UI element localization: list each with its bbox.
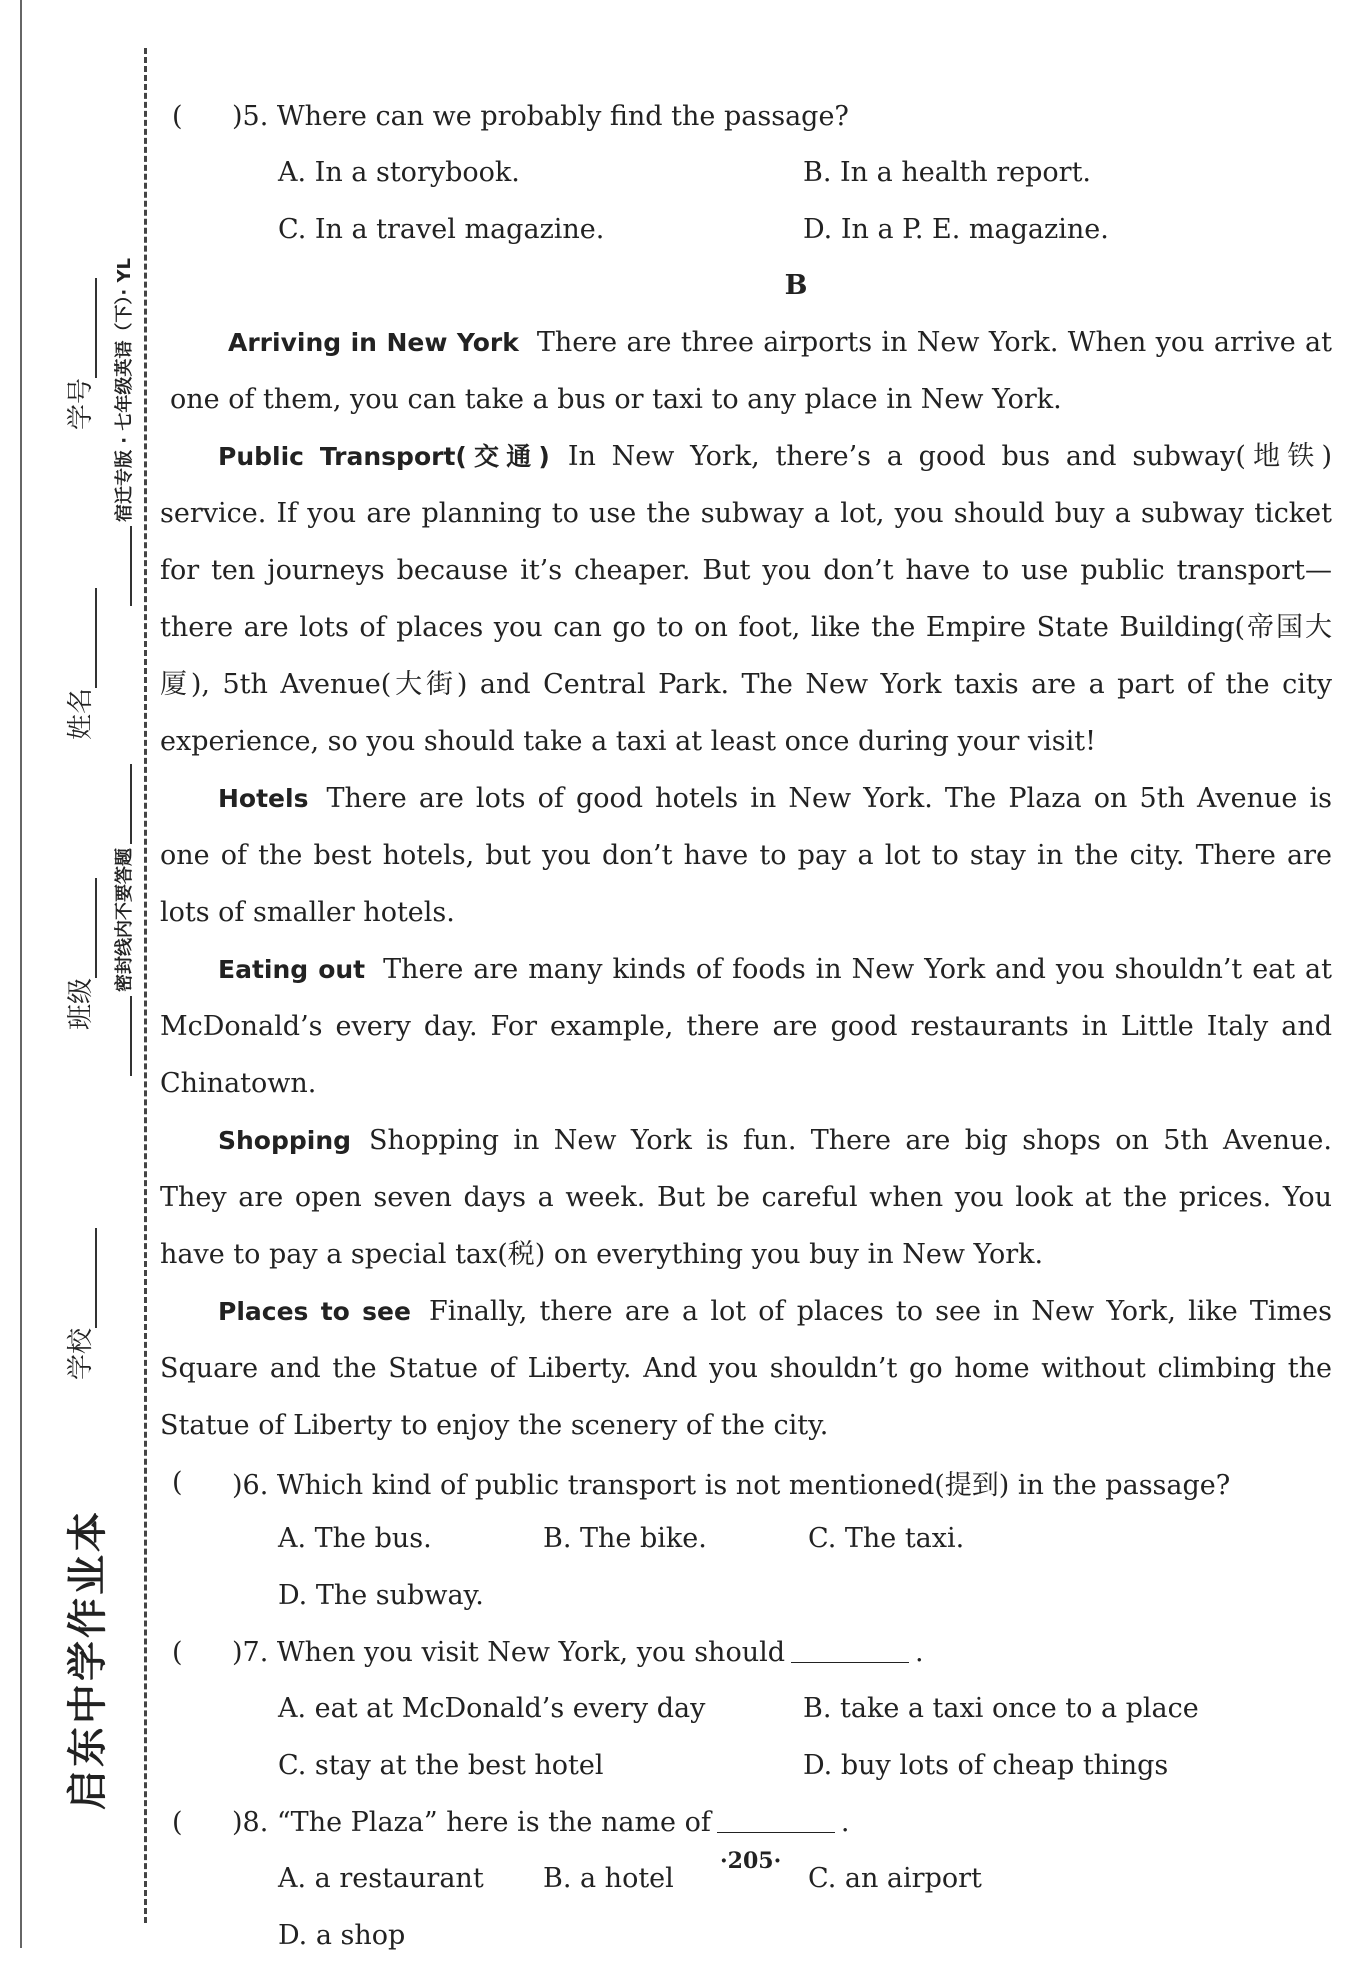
paragraph-places xyxy=(160,1283,1332,1454)
edition-note: 宿迁专版 · 七年级英语（下）· YL xyxy=(110,258,136,610)
option-c: C. stay at the best hotel xyxy=(278,1750,604,1781)
paragraph-text: There are three airports in New York. When you arrive at one of them, you can take a bus or taxi to any place in New York. xyxy=(170,327,1333,415)
number-label: 学号 xyxy=(66,377,96,430)
page-content xyxy=(160,88,1332,1964)
section-title: B xyxy=(784,270,808,301)
answer-paren[interactable]: ( xyxy=(172,1636,183,1668)
question-stem: )6. Which kind of public transport is not mentioned(提到) in the passage? xyxy=(232,1469,1231,1501)
option-b: B. take a taxi once to a place xyxy=(803,1693,1199,1724)
question-stem-end: . xyxy=(840,1806,850,1838)
answer-paren[interactable]: ( xyxy=(172,1806,183,1838)
option-b: B. In a health report. xyxy=(803,157,1092,188)
class-field xyxy=(60,878,97,1030)
question-7-options xyxy=(278,1680,1332,1794)
option-d: D. The subway. xyxy=(278,1580,484,1611)
page-edge xyxy=(20,0,22,1948)
option-b: B. a hotel xyxy=(543,1863,674,1894)
paragraph-text: There are many kinds of foods in New York and you shouldn’t eat at McDonald’s every day. For example, there are good restaurants in Little Italy and Chinatown. xyxy=(160,954,1332,1099)
question-stem: )7. When you visit New York, you should xyxy=(232,1636,786,1668)
fill-blank[interactable] xyxy=(791,1642,909,1663)
seal-dashed-line xyxy=(144,48,147,1923)
option-a: A. The bus. xyxy=(278,1523,432,1554)
option-b: B. The bike. xyxy=(543,1523,707,1554)
school-field xyxy=(60,1228,97,1380)
option-d: D. a shop xyxy=(278,1920,406,1951)
paragraph-transport xyxy=(160,428,1332,770)
paragraph-heading: Public Transport(交通) xyxy=(218,442,550,471)
paragraph-text: In New York, there’s a good bus and subway(地铁) service. If you are planning to use the subway a lot, you should buy a subway ticket for ten journeys because it’s cheaper. But you don’t have to use public transport—there are lots of places you can go to on foot, like the Empire State Building(帝国大厦), 5th Avenue(大街) and Central Park. The New York taxis are a part of the city experience, so you should take a taxi at least once during your visit! xyxy=(160,441,1332,757)
paragraph-hotels xyxy=(160,770,1332,941)
paragraph-heading: Places to see xyxy=(218,1297,411,1326)
page-number: ·205· xyxy=(720,1848,782,1874)
paragraph-arriving xyxy=(170,314,1332,428)
question-8 xyxy=(172,1794,1332,1850)
fill-blank[interactable] xyxy=(717,1812,835,1833)
paragraph-eating xyxy=(160,941,1332,1112)
seal-note: 密封线内不要答题 xyxy=(110,760,136,1080)
option-d: D. buy lots of cheap things xyxy=(803,1750,1169,1781)
option-a: A. a restaurant xyxy=(278,1863,484,1894)
question-5 xyxy=(172,88,1332,144)
question-6 xyxy=(172,1454,1332,1510)
option-c: C. an airport xyxy=(808,1863,982,1894)
class-blank xyxy=(71,878,97,978)
paragraph-text: Finally, there are a lot of places to see in New York, like Times Square and the Statue of Liberty. And you shouldn’t go home without climbing the Statue of Liberty to enjoy the scenery of the city. xyxy=(160,1296,1332,1441)
name-field xyxy=(60,588,97,740)
option-a: A. In a storybook. xyxy=(278,157,520,188)
name-label: 姓名 xyxy=(66,687,96,740)
number-blank xyxy=(71,278,97,378)
name-blank xyxy=(71,588,97,688)
question-6-options xyxy=(278,1510,1332,1624)
paragraph-heading: Eating out xyxy=(218,955,366,984)
paragraph-text: Shopping in New York is fun. There are big shops on 5th Avenue. They are open seven days a week. But be careful when you look at the prices. You have to pay a special tax(税) on everything you buy in New York. xyxy=(160,1125,1332,1270)
number-field xyxy=(60,278,97,430)
option-c: C. In a travel magazine. xyxy=(278,214,605,245)
answer-paren[interactable]: ( xyxy=(172,1466,183,1498)
question-5-options xyxy=(278,144,1332,258)
option-d: D. In a P. E. magazine. xyxy=(803,214,1109,245)
option-a: A. eat at McDonald’s every day xyxy=(278,1693,706,1724)
question-stem: )5. Where can we probably find the passage? xyxy=(232,100,849,132)
paragraph-heading: Hotels xyxy=(218,784,309,813)
paragraph-heading: Arriving in New York xyxy=(228,328,519,357)
class-label: 班级 xyxy=(66,977,96,1030)
question-stem-end: . xyxy=(915,1636,924,1668)
paragraph-shopping xyxy=(160,1112,1332,1283)
option-c: C. The taxi. xyxy=(808,1523,965,1554)
question-stem: )8. “The Plaza” here is the name of xyxy=(232,1806,711,1838)
brand-title: 启东中学作业本 xyxy=(65,1509,111,1810)
question-7 xyxy=(172,1624,1332,1680)
question-8-options xyxy=(278,1850,1332,1964)
school-blank xyxy=(71,1228,97,1328)
paragraph-heading: Shopping xyxy=(218,1126,352,1155)
school-label: 学校 xyxy=(66,1327,96,1380)
paragraph-text: There are lots of good hotels in New York. The Plaza on 5th Avenue is one of the best hotels, but you don’t have to pay a lot to stay in the city. There are lots of smaller hotels. xyxy=(160,783,1332,928)
answer-paren[interactable]: ( xyxy=(172,100,183,132)
